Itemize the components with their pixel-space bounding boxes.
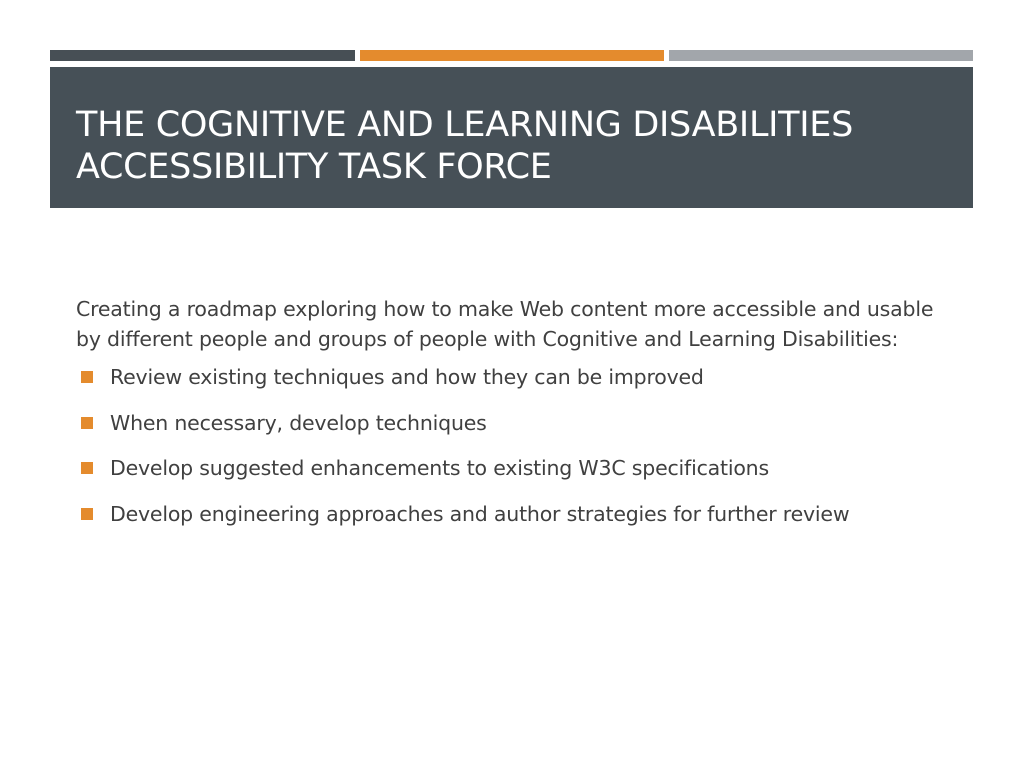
accent-bar-gray: [669, 50, 973, 61]
list-item-text: When necessary, develop techniques: [110, 410, 487, 435]
list-item-text: Review existing techniques and how they can be improved: [110, 365, 704, 389]
intro-paragraph: Creating a roadmap exploring how to make Web content more accessible and usable by different people and groups of people with Cognitive and Learning Disabilities:: [76, 297, 934, 351]
list-item-text: Develop suggested enhancements to existing W3C specifications: [110, 456, 769, 480]
square-bullet-icon: [81, 417, 93, 429]
list-item: [76, 453, 956, 483]
list-item: [76, 362, 956, 392]
list-item: [76, 408, 956, 438]
slide-content: [76, 294, 956, 544]
square-bullet-icon: [81, 371, 93, 383]
accent-bar-orange: [360, 50, 664, 61]
square-bullet-icon: [81, 508, 93, 520]
square-bullet-icon: [81, 462, 93, 474]
bullet-list: [76, 362, 956, 529]
title-band: [50, 67, 973, 208]
list-item: [76, 499, 956, 529]
list-item-text: Develop engineering approaches and author strategies for further review: [110, 501, 850, 526]
accent-bar-dark: [50, 50, 355, 61]
slide-title: THE COGNITIVE AND LEARNING DISABILITIES ACCESSIBILITY TASK FORCE: [76, 105, 854, 187]
